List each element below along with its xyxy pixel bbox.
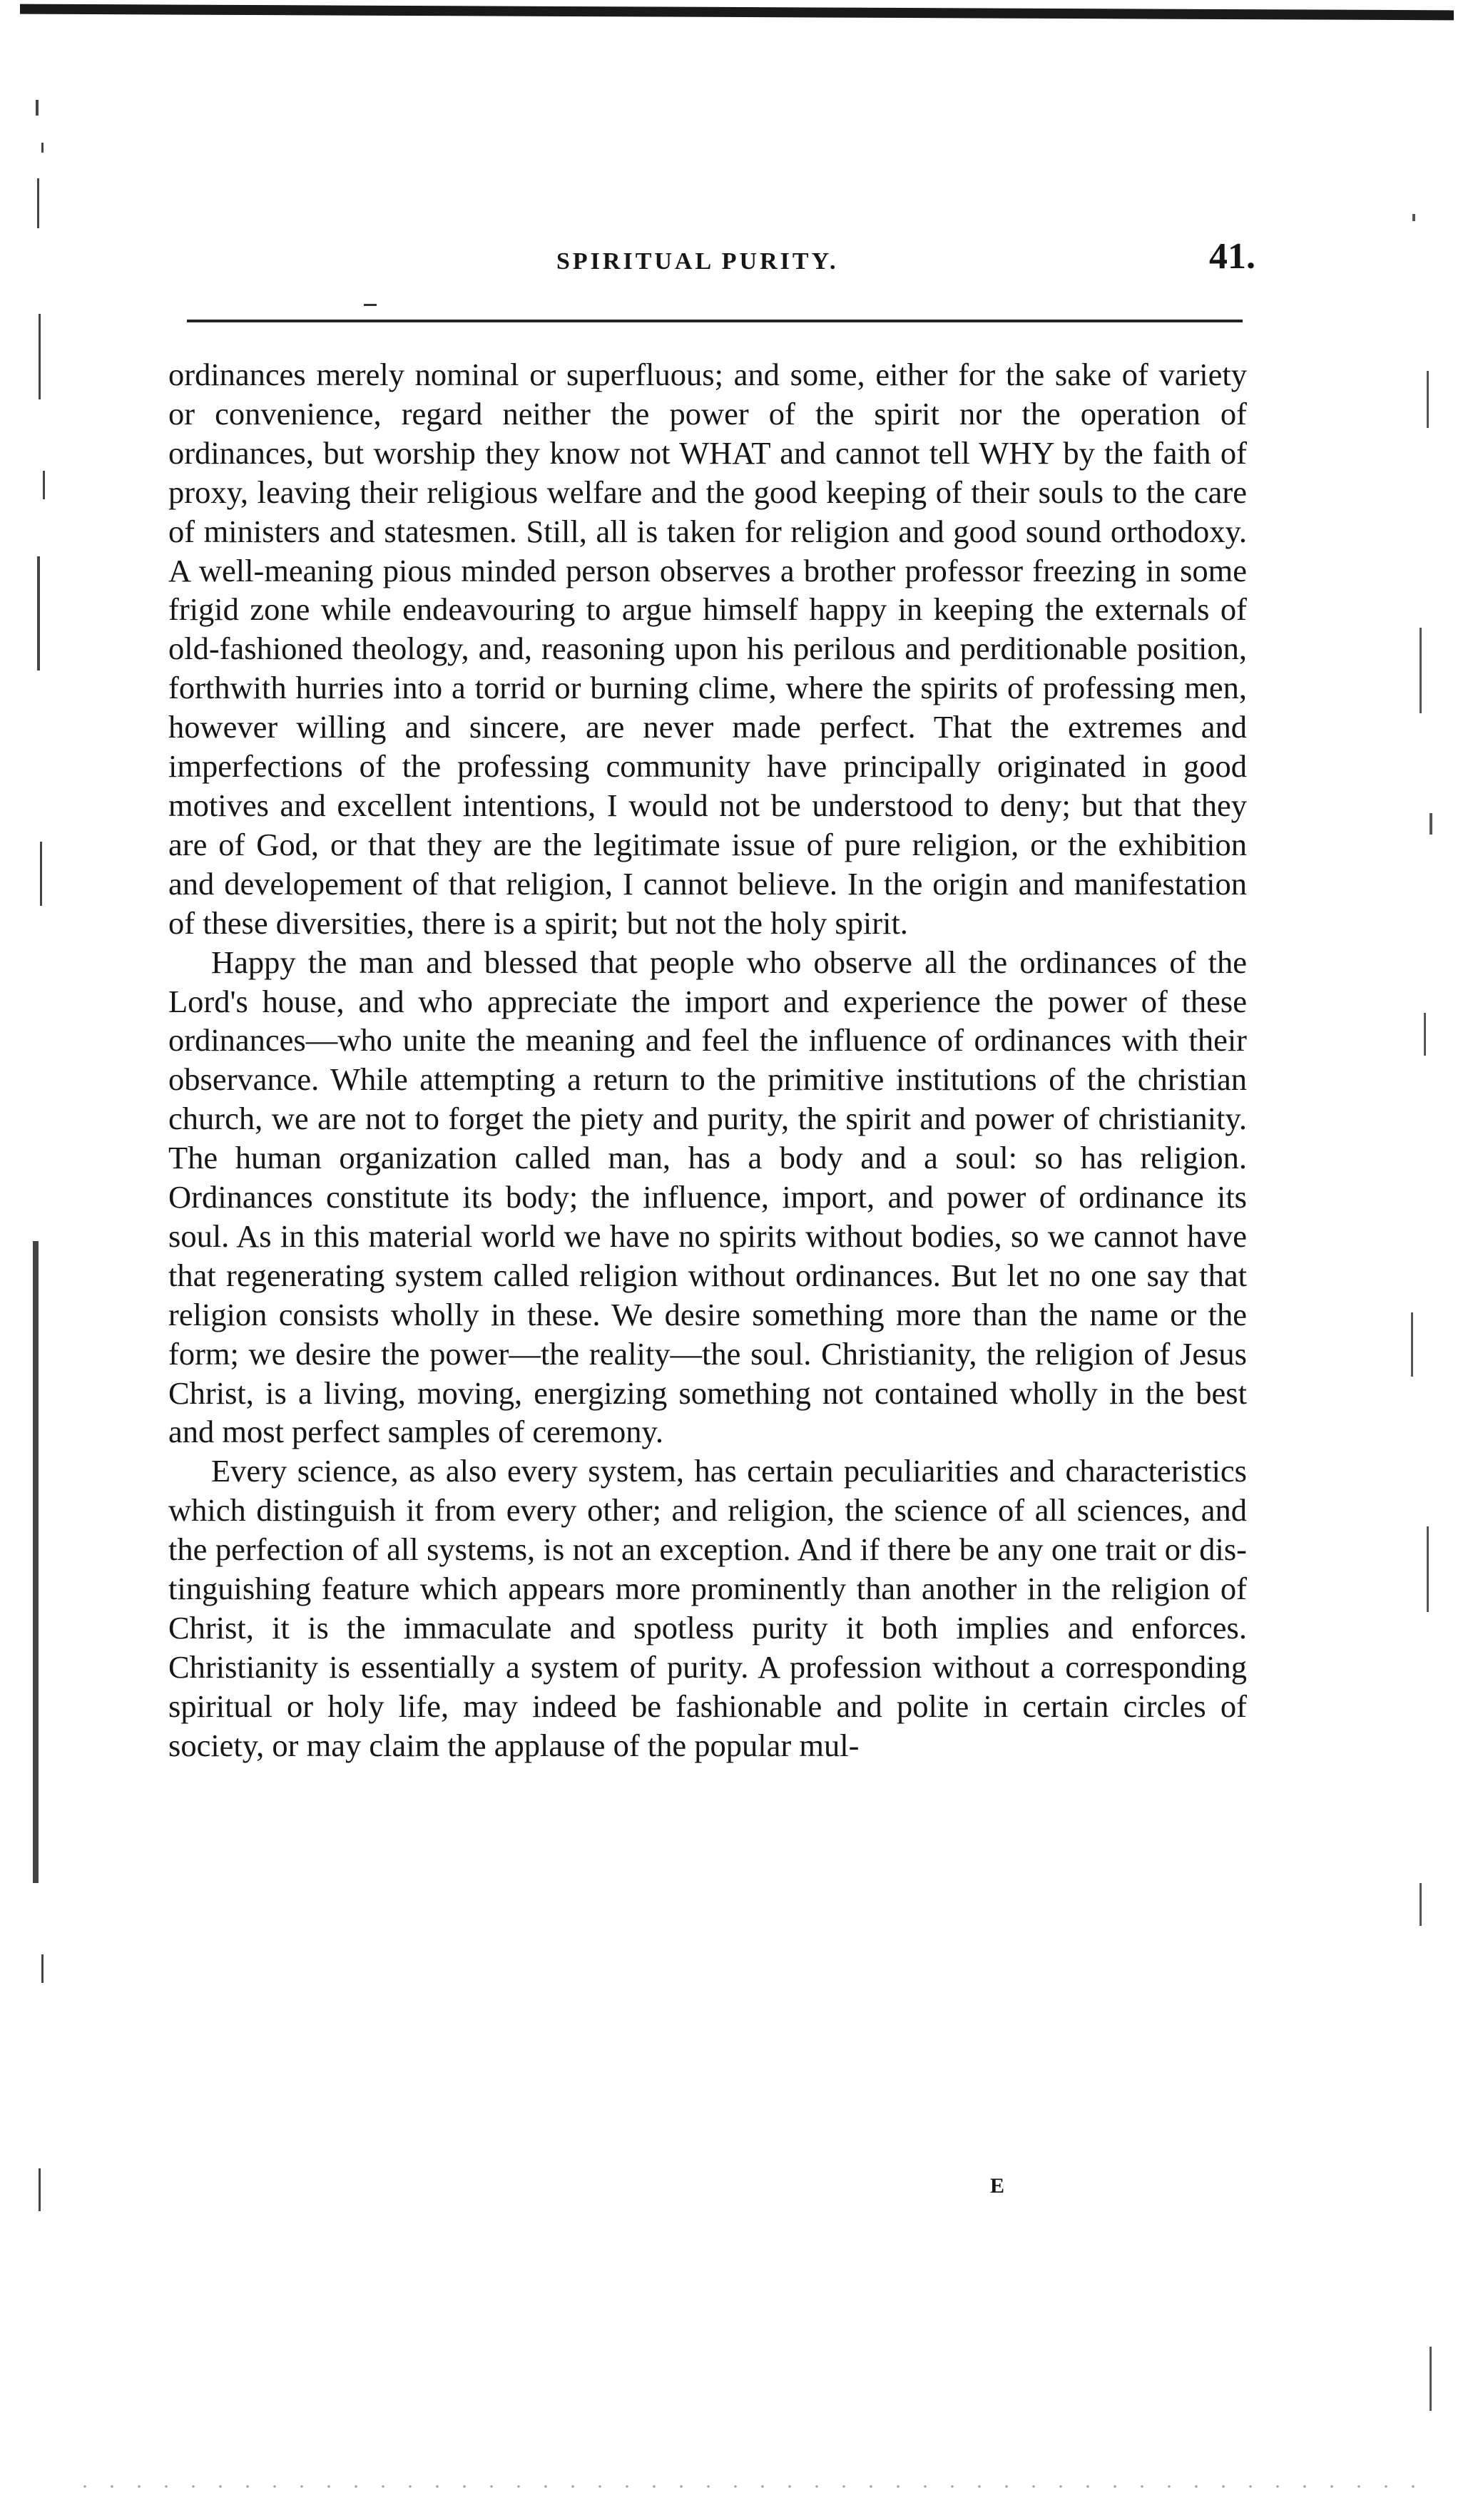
paragraph-2: Happy the man and blessed that people who observe all the ordinances of the Lord's house, and who appreciate the import and experience the power of these ordinances—who unite the meaning and feel the influence of ordinances with their observance. While attempting a return to the primitive institutions of the christian church, we are not to forget the piety and purity, the spirit and power of christianity. The human organization called man, has a body and a soul: so has religion. Ordinances constitute its body; the influence, import, and power of ordinance its soul. As in this material world we have no spirits without bodies, so we cannot have that regenerating system called religion without ordinances. But let no one say that religion consists wholly in these. We desire something more than the name or the form; we desire the power—the reality—the soul. Christianity, the religion of Jesus Christ, is a living, moving, energizing something not contained wholly in the best and most perfect samples of ceremony. — [168, 944, 1247, 1450]
paragraph-3: Every science, as also every system, has certain peculiarities and characteristics which distinguish it from every other; and religion, the science of all sciences, and the perfection of all systems, is not an exception. And if there be any one trait or distinguishing feature which appears more prominently than another in the religion of Christ, it is the immaculate and spotless purity it both implies and enforces. Christianity is essentially a system of purity. A profession without a corresponding spiritual or holy life, may indeed be fashionable and polite in certain circles of society, or may claim the applause of the popular mul- — [168, 1453, 1247, 1763]
top-border-rule — [20, 4, 1454, 21]
bottom-scan-noise — [71, 2482, 1427, 2491]
page-header — [171, 235, 1255, 285]
body-text — [168, 355, 1247, 1765]
page-number: 41. — [1209, 236, 1255, 277]
signature-mark: E — [990, 2174, 1006, 2198]
running-head: SPIRITUAL PURITY. — [556, 248, 839, 275]
right-margin-scan-noise — [1398, 100, 1455, 2454]
paragraph-1: ordinances merely nominal or superfluous; and some, either for the sake of variety or convenience, regard neither the power of the spirit nor the operation of ordinances, but worship they know not WHAT and cannot tell WHY by the faith of proxy, leaving their religious welfare and the good keeping of their souls to the care of ministers and statesmen. Still, all is taken for religion and good sound orthodoxy. A well-meaning pious minded person observes a brother professor freezing in some frigid zone while endeavouring to argue himself happy in keeping the externals of old-fashioned theology, and, reasoning upon his perilous and perditionable position, forthwith hurries into a torrid or burning clime, where the spirits of professing men, however willing and sincere, are never made perfect. That the extremes and imperfections of the professing community have principally originated in good motives and excellent intentions, I would not be understood to deny; but that they are of God, or that they are the legitimate issue of pure religion, or the exhibition and developement of that religion, I cannot believe. In the origin and manifestation of these diversities, there is a spirit; but not the holy spirit. — [168, 357, 1247, 941]
left-margin-scan-noise — [21, 100, 64, 2454]
header-rule — [187, 320, 1243, 322]
header-tick-mark — [364, 304, 377, 306]
